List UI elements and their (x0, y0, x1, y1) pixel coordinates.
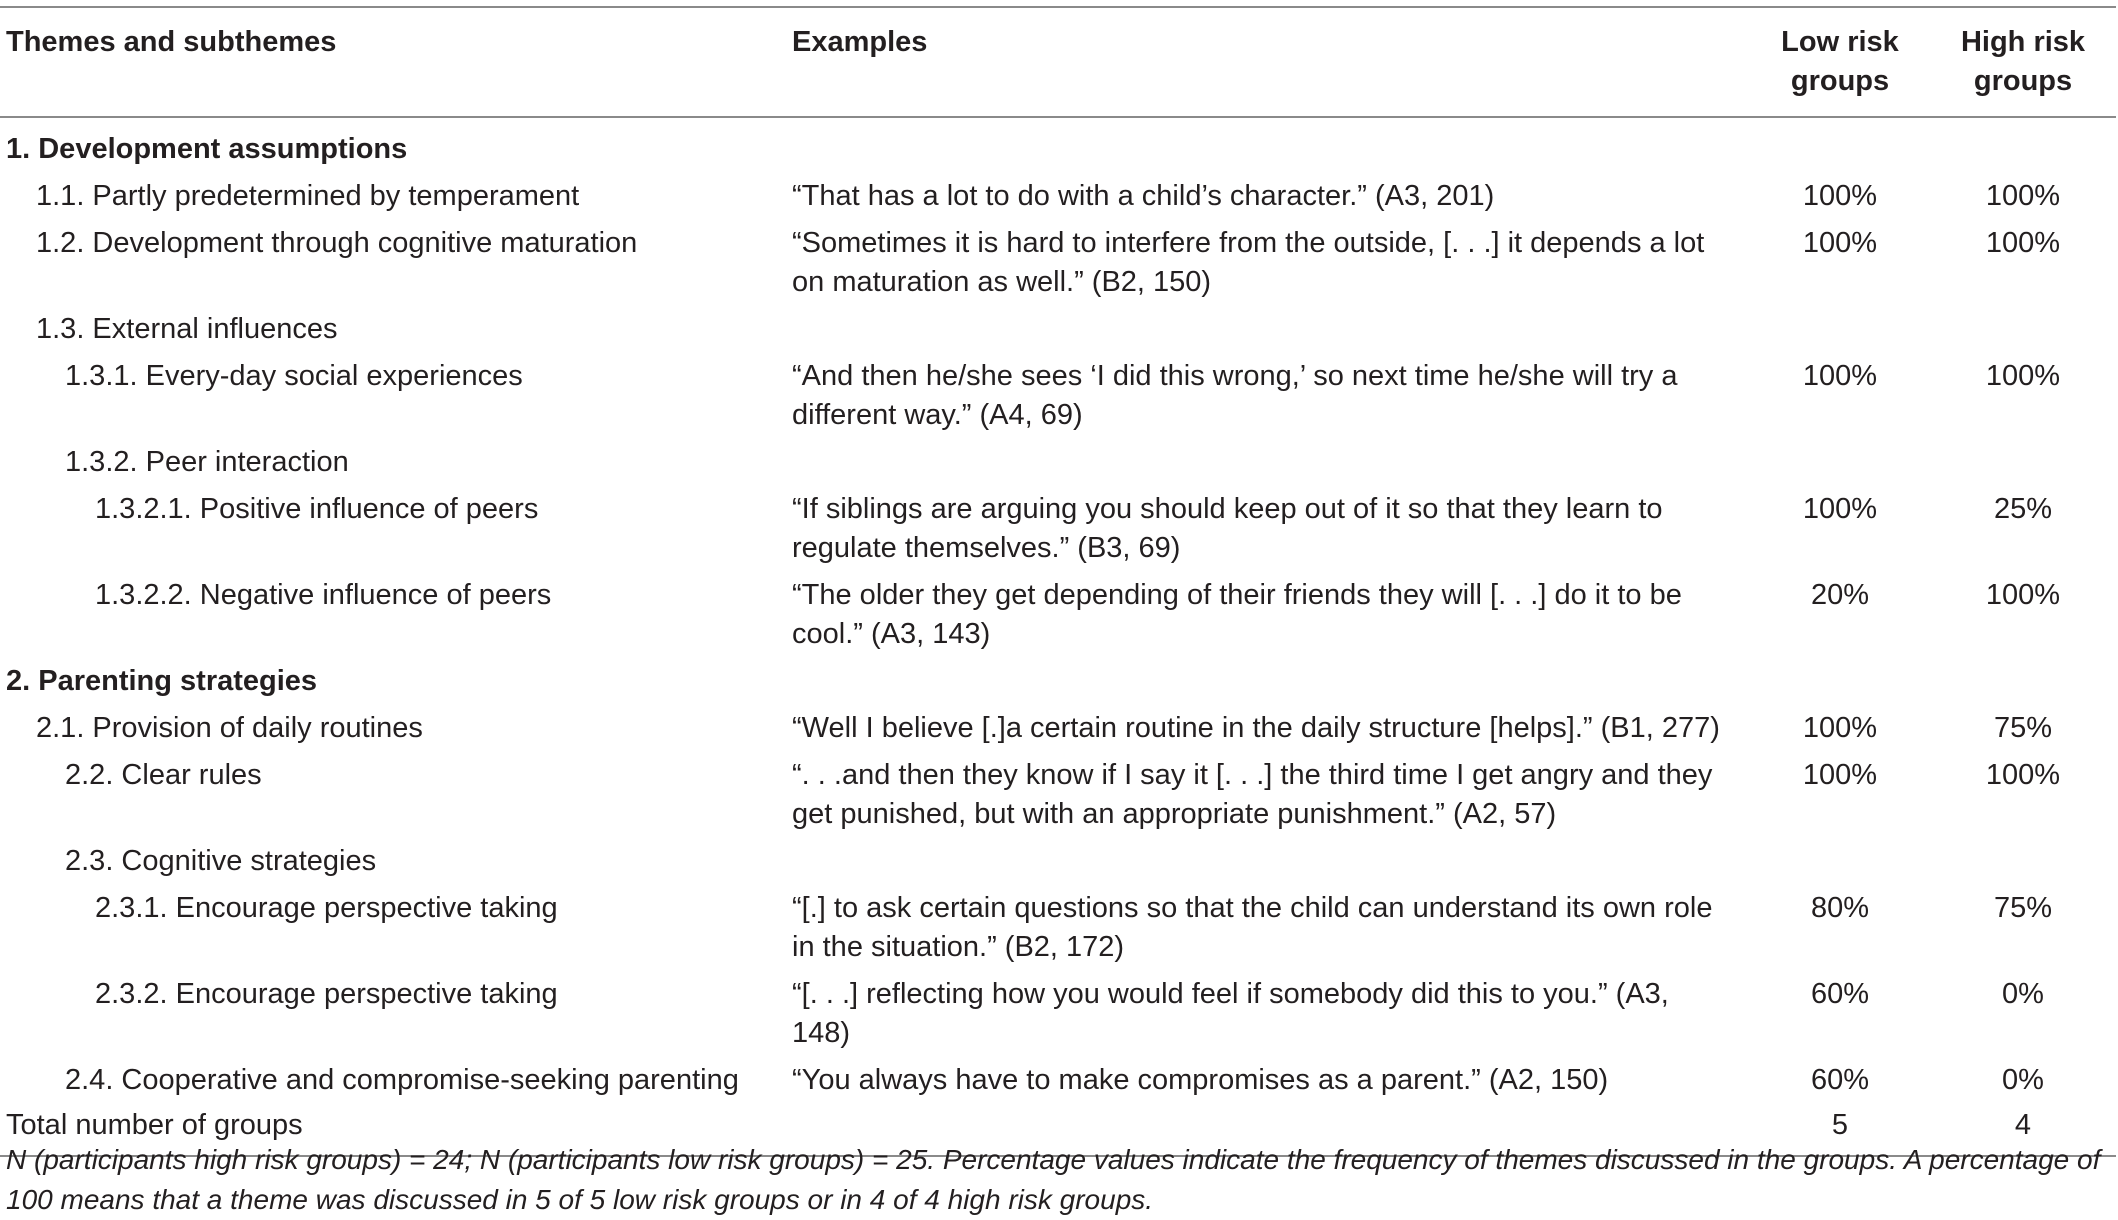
low-risk-cell: 80% (1810, 892, 1870, 924)
low-risk-cell (1750, 838, 1930, 885)
theme-cell: 2.4. Cooperative and compromise-seeking parenting (65, 1064, 739, 1096)
high-risk-cell: 100% (1985, 759, 2061, 791)
table-row (0, 173, 2116, 220)
theme-cell: 2.1. Provision of daily routines (36, 712, 423, 744)
header-row (0, 7, 2116, 117)
low-risk-cell (1750, 658, 1930, 705)
high-risk-cell (1930, 306, 2116, 353)
table-row (0, 838, 2116, 885)
theme-cell: 1.2. Development through cognitive maturation (36, 227, 638, 259)
low-risk-cell (1750, 306, 1930, 353)
table-row (0, 486, 2116, 572)
high-risk-cell: 75% (1993, 712, 2053, 744)
theme-cell: 2.2. Clear rules (65, 759, 262, 791)
header-high-risk (1930, 7, 2116, 117)
themes-table (0, 6, 2116, 1157)
low-risk-cell: 100% (1802, 493, 1878, 525)
low-risk-cell: 20% (1810, 579, 1870, 611)
example-cell: “Sometimes it is hard to interfere from the outside, [. . .] it depends a lot on maturation as well.” (B2, 150) (792, 227, 1705, 298)
theme-cell: 2.3.2. Encourage perspective taking (95, 978, 558, 1010)
low-risk-cell (1750, 117, 1930, 173)
example-cell (780, 658, 1750, 705)
high-risk-cell: 0% (2002, 978, 2044, 1010)
high-risk-cell: 75% (1993, 892, 2053, 924)
header-themes: Themes and subthemes (6, 26, 337, 58)
theme-cell: 1.3.1. Every-day social experiences (65, 360, 523, 392)
table-row (0, 220, 2116, 306)
header-high-risk-line2: groups (1973, 65, 2073, 97)
table-row (0, 572, 2116, 658)
example-cell (780, 117, 1750, 173)
low-risk-cell: 60% (1810, 978, 1870, 1010)
example-cell: “[. . .] reflecting how you would feel if somebody did this to you.” (A3, 148) (792, 978, 1669, 1049)
high-risk-cell: 4 (2014, 1109, 2032, 1141)
example-cell: “[.] to ask certain questions so that the child can understand its own role in the situation.” (B2, 172) (792, 892, 1713, 963)
high-risk-cell (1930, 439, 2116, 486)
example-cell: “The older they get depending of their friends they will [. . .] do it to be cool.” (A3, 143) (792, 579, 1682, 650)
theme-cell: 1.3.2.2. Negative influence of peers (95, 579, 552, 611)
header-high-risk-line1: High risk (1960, 26, 2086, 58)
high-risk-cell (1930, 838, 2116, 885)
theme-cell: 2.3. Cognitive strategies (65, 845, 377, 877)
example-cell: “You always have to make compromises as a parent.” (A2, 150) (792, 1064, 1609, 1096)
example-cell (780, 439, 1750, 486)
theme-cell: 1.3.2.1. Positive influence of peers (95, 493, 539, 525)
theme-cell: 1.3.2. Peer interaction (65, 446, 349, 478)
table-row (0, 971, 2116, 1057)
low-risk-cell: 5 (1831, 1109, 1849, 1141)
theme-cell: 1.1. Partly predetermined by temperament (36, 180, 580, 212)
header-low-risk-line1: Low risk (1781, 26, 1899, 58)
table-body (0, 117, 2116, 1156)
theme-cell: Total number of groups (6, 1109, 303, 1141)
theme-cell: 2. Parenting strategies (6, 665, 318, 697)
theme-cell: 1.3. External influences (36, 313, 338, 345)
table-row (0, 439, 2116, 486)
high-risk-cell: 25% (1993, 493, 2053, 525)
example-cell (780, 838, 1750, 885)
table-row (0, 705, 2116, 752)
table-row (0, 885, 2116, 971)
table-row (0, 1057, 2116, 1104)
table-row-section-parenting (0, 658, 2116, 705)
high-risk-cell: 100% (1985, 360, 2061, 392)
example-cell: “If siblings are arguing you should keep out of it so that they learn to regulate themselves.” (B3, 69) (792, 493, 1663, 564)
table-row (0, 306, 2116, 353)
header-low-risk-line2: groups (1790, 65, 1890, 97)
low-risk-cell: 60% (1810, 1064, 1870, 1096)
low-risk-cell: 100% (1802, 360, 1878, 392)
example-cell: “That has a lot to do with a child’s character.” (A3, 201) (792, 180, 1495, 212)
table-row (0, 353, 2116, 439)
theme-cell: 1. Development assumptions (6, 133, 408, 165)
header-examples: Examples (792, 26, 928, 58)
high-risk-cell: 100% (1985, 180, 2061, 212)
example-cell (780, 306, 1750, 353)
example-cell: “Well I believe [.]a certain routine in the daily structure [helps].” (B1, 277) (792, 712, 1720, 744)
low-risk-cell: 100% (1802, 180, 1878, 212)
high-risk-cell: 0% (2002, 1064, 2044, 1096)
example-cell: “. . .and then they know if I say it [. . .] the third time I get angry and they get punished, but with an appropriate punishment.” (A2, 57) (792, 759, 1713, 830)
low-risk-cell: 100% (1802, 227, 1878, 259)
theme-cell: 2.3.1. Encourage perspective taking (95, 892, 558, 924)
table-footnote: N (participants high risk groups) = 24; N (participants low risk groups) = 25. Percentage values indicate the frequency of themes discussed in the groups. A percentage of 100 means that a theme was discussed in 5 of 5 low risk groups or in 4 of 4 high risk groups. (6, 1144, 2101, 1215)
table-row-section-development (0, 117, 2116, 173)
example-cell: “And then he/she sees ‘I did this wrong,’ so next time he/she will try a different way.” (A4, 69) (792, 360, 1678, 431)
table-row (0, 752, 2116, 838)
high-risk-cell (1930, 117, 2116, 173)
low-risk-cell: 100% (1802, 712, 1878, 744)
high-risk-cell: 100% (1985, 579, 2061, 611)
high-risk-cell (1930, 658, 2116, 705)
low-risk-cell (1750, 439, 1930, 486)
table-header (0, 7, 2116, 117)
header-low-risk (1750, 7, 1930, 117)
high-risk-cell: 100% (1985, 227, 2061, 259)
low-risk-cell: 100% (1802, 759, 1878, 791)
